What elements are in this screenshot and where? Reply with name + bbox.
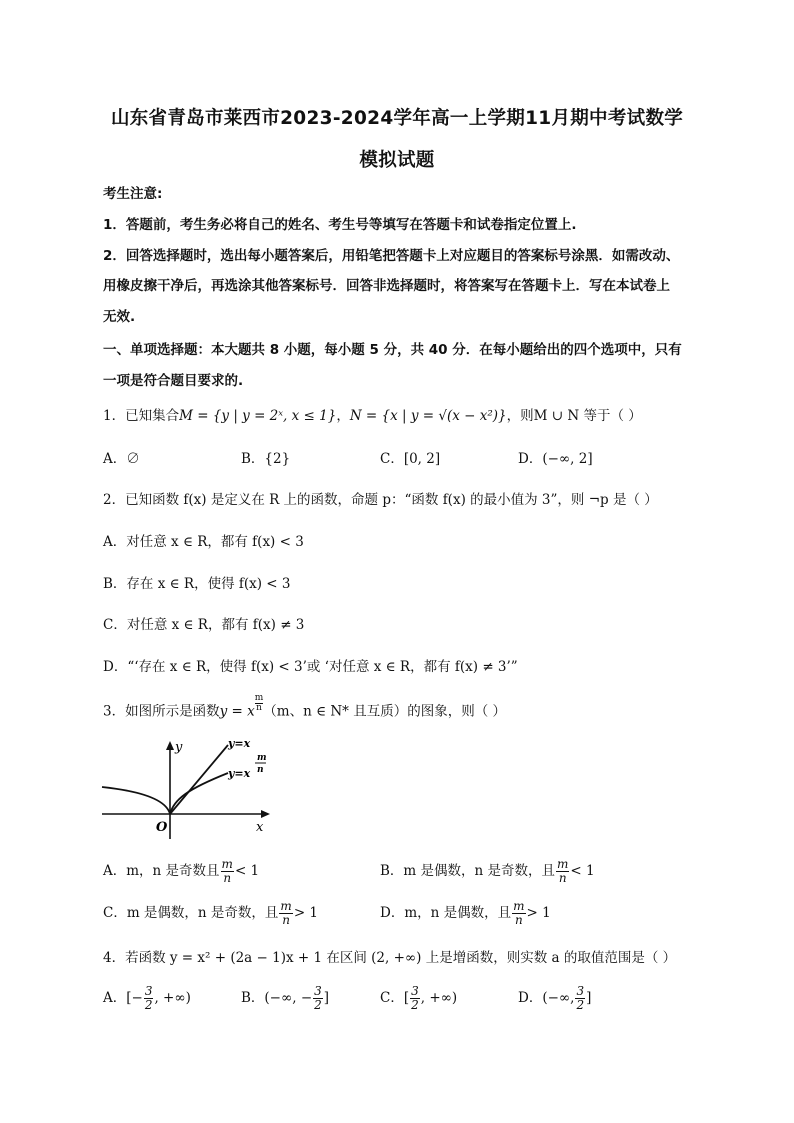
q3-c-fraction (279, 900, 292, 927)
q4-a-fraction (144, 985, 154, 1012)
q4-b-den: 2 (314, 998, 322, 1012)
section-1-heading: 一、单项选择题：本大题共 8 小题，每小题 5 分，共 40 分．在每小题给出的四个选项中，只有 (103, 342, 682, 358)
curve-label-m: m (257, 753, 267, 763)
q3-option-d (380, 900, 551, 927)
q4-c-num: 3 (411, 984, 419, 998)
q4-d-text: D．(−∞, (518, 990, 575, 1006)
x-axis-label: x (256, 820, 264, 835)
origin-label: O (156, 820, 168, 835)
q4-b-fraction (313, 985, 323, 1012)
q3-suffix: （m、n ∈ N* 且互质）的图象，则（ ） (263, 703, 506, 720)
x-axis-arrow (261, 810, 270, 818)
q3-c-num: m (280, 899, 292, 913)
q3-exponent (255, 694, 264, 713)
q4-c-den: 2 (411, 998, 419, 1012)
q1-prefix: 1．已知集合 (103, 408, 180, 424)
q3-d-fraction (512, 900, 525, 927)
q1-option-b: B．{2} (241, 451, 291, 467)
q4-a-den: 2 (144, 998, 153, 1012)
q3-a-text: A．m，n 是奇数且 (103, 863, 220, 879)
q4-d-num: 3 (576, 984, 585, 998)
q4-c-suffix: , +∞) (420, 990, 458, 1006)
q3-b-fraction (556, 858, 569, 885)
y-axis-label: y (175, 740, 183, 755)
q4-a-suffix: , +∞) (154, 990, 191, 1006)
q3-prefix: 3．如图所示是函数 (103, 703, 220, 720)
q3-graph (100, 733, 275, 843)
q4-option-b (241, 985, 329, 1012)
q1-option-d: D．(−∞, 2] (518, 451, 593, 467)
q3-d-den: n (514, 913, 523, 927)
question-3-stem (103, 694, 506, 720)
q4-b-suffix: ] (323, 990, 330, 1006)
q1-set-m: M = {y | y = 2ˣ, x ≤ 1} (179, 408, 337, 424)
q4-d-den: 2 (576, 998, 585, 1012)
q3-c-den: n (282, 913, 290, 927)
q4-c-fraction (410, 985, 420, 1012)
q2-option-b: B．存在 x ∈ R，使得 f(x) < 3 (103, 576, 291, 592)
notice-item-2c: 无效. (103, 309, 136, 325)
q1-option-c: C．[0, 2] (380, 451, 441, 467)
q3-option-a (103, 858, 259, 885)
q1-sep: ， (336, 408, 350, 424)
q3-a-den: n (223, 871, 232, 885)
q3-option-b (380, 858, 595, 885)
curve-left (102, 787, 170, 814)
question-2-stem: 2．已知函数 f(x) 是定义在 R 上的函数，命题 p：“函数 f(x) 的最小值为 3”，则 ¬p 是（ ） (103, 492, 658, 508)
q3-d-num: m (513, 899, 525, 913)
notice-item-1: 1．答题前，考生务必将自己的姓名、考生号等填写在答题卡和试卷指定位置上. (103, 217, 577, 233)
section-1-heading-cont: 一项是符合题目要求的. (103, 373, 244, 389)
q3-b-den: n (558, 871, 567, 885)
q3-d-cmp: > 1 (526, 905, 551, 921)
q4-d-fraction (575, 985, 585, 1012)
q3-a-fraction (221, 858, 234, 885)
q4-b-text: B．(−∞, − (241, 990, 313, 1006)
q4-d-suffix: ] (586, 990, 592, 1006)
q3-exp-n: n (256, 703, 262, 713)
question-1-stem (103, 404, 642, 424)
q3-func: y = x (219, 703, 255, 720)
q2-option-d: D．“‘存在 x ∈ R，使得 f(x) < 3’或 ‘对任意 x ∈ R，都有 f(x) ≠ 3’” (103, 659, 518, 675)
q1-option-a: A．∅ (103, 451, 140, 467)
q3-a-num: m (221, 857, 233, 871)
page-title-line-1: 山东省青岛市莱西市2023-2024学年高一上学期11月期中考试数学 (110, 108, 684, 129)
q3-exp-m: m (254, 693, 264, 703)
q3-c-text: C．m 是偶数，n 是奇数，且 (103, 905, 279, 921)
line-y-equals-x (170, 745, 228, 814)
question-4-stem: 4．若函数 y = x² + (2a − 1)x + 1 在区间 (2, +∞) 上是增函数，则实数 a 的取值范围是（ ） (103, 950, 677, 966)
q4-a-text: A．[− (103, 990, 143, 1006)
q3-c-cmp: > 1 (293, 905, 319, 921)
q1-suffix: ，则M ∪ N 等于（ ） (506, 408, 642, 424)
q3-option-c (103, 900, 318, 927)
q4-option-d (518, 985, 591, 1012)
q3-b-text: B．m 是偶数，n 是奇数，且 (380, 863, 555, 879)
q3-b-cmp: < 1 (570, 863, 595, 879)
q4-c-text: C．[ (380, 990, 410, 1006)
q4-option-a (103, 985, 191, 1012)
q1-set-n: N = {x | y = √(x − x²)} (349, 408, 507, 424)
curve-label-n: n (257, 765, 264, 775)
q3-b-num: m (557, 857, 569, 871)
q4-option-c (380, 985, 457, 1012)
line-label: y=x (228, 737, 251, 750)
q2-option-a: A．对任意 x ∈ R，都有 f(x) < 3 (103, 534, 304, 550)
y-axis-arrow (166, 741, 174, 750)
q4-b-num: 3 (314, 984, 322, 998)
notice-item-2b: 用橡皮擦干净后，再选涂其他答案标号．回答非选择题时，将答案写在答题卡上．写在本试卷上 (103, 278, 670, 294)
q3-d-text: D．m，n 是偶数，且 (380, 905, 512, 921)
notice-item-2a: 2．回答选择题时，选出每小题答案后，用铅笔把答题卡上对应题目的答案标号涂黑．如需改动、 (103, 248, 680, 264)
notice-heading: 考生注意: (103, 186, 163, 202)
curve-label: y=x (228, 767, 251, 780)
q2-option-c: C．对任意 x ∈ R，都有 f(x) ≠ 3 (103, 617, 305, 633)
q4-a-num: 3 (144, 984, 153, 998)
page-title-line-2: 模拟试题 (359, 150, 435, 171)
q3-a-cmp: < 1 (234, 863, 260, 879)
